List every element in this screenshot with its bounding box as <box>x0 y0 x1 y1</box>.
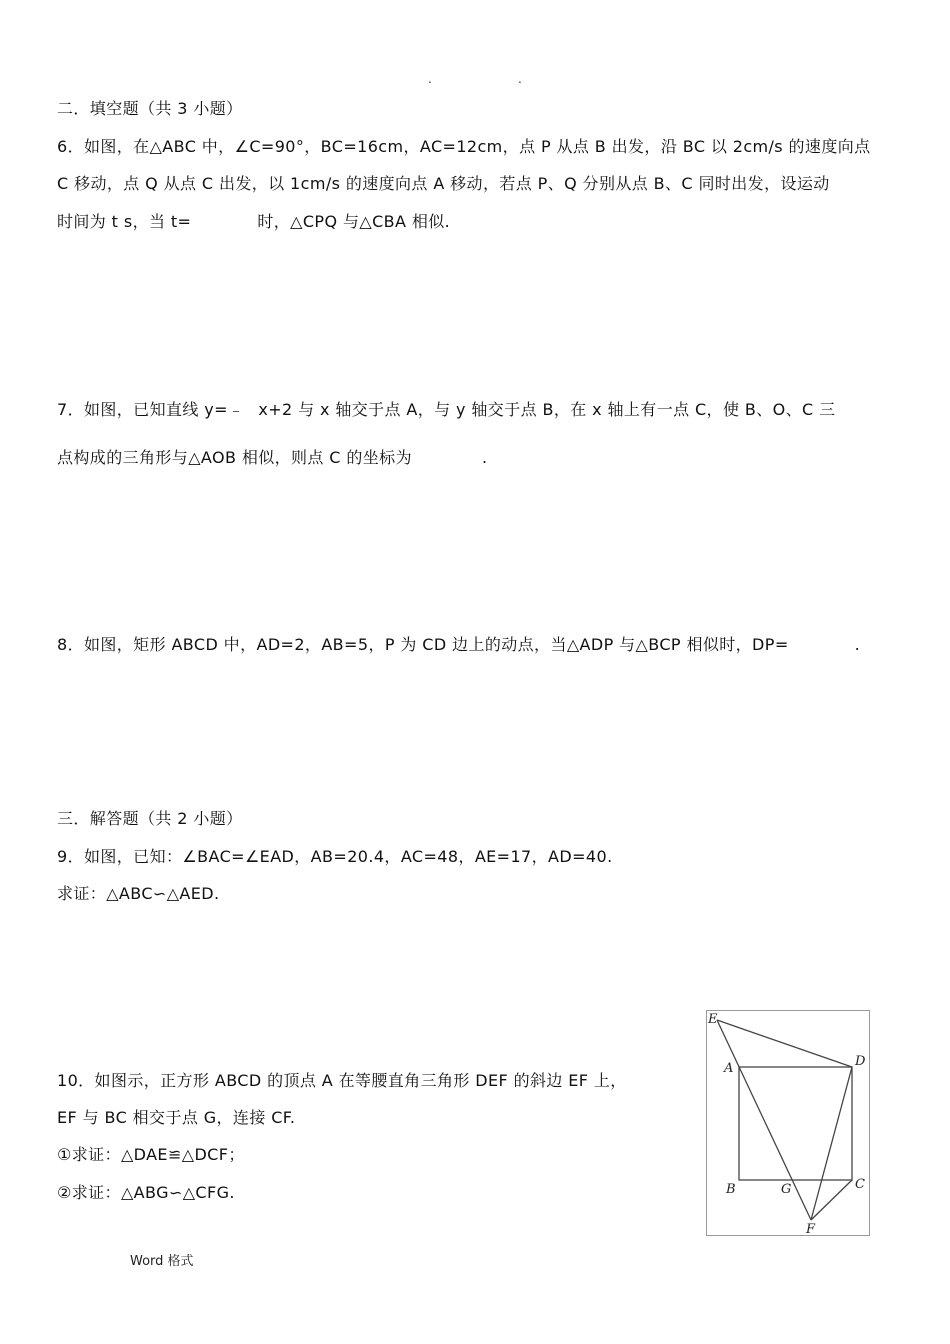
label-a: A <box>724 1061 734 1076</box>
q6-line-3-start: 时间为 t s，当 t= <box>57 212 192 231</box>
q7-line-1-start: 7．如图，已知直线 y=﹣ <box>57 400 245 419</box>
q7-line-2-start: 点构成的三角形与△AOB 相似，则点 C 的坐标为 <box>57 448 412 467</box>
q10-geometry-figure <box>706 1010 870 1236</box>
label-f: F <box>806 1222 816 1235</box>
q7-line-1-end: x+2 与 x 轴交于点 A，与 y 轴交于点 B，在 x 轴上有一点 C，使 B、O、C 三 <box>258 400 836 419</box>
footer-text: Word 格式 <box>130 1254 194 1269</box>
q9-line-1: 9．如图，已知：∠BAC=∠EAD，AB=20.4，AC=48，AE=17，AD=40. <box>57 847 613 866</box>
q6-line-3-end: 时，△CPQ 与△CBA 相似. <box>257 212 451 231</box>
q7-line-2 <box>57 445 487 468</box>
label-b: B <box>726 1182 736 1197</box>
q10-line-4: ②求证：△ABG∽△CFG. <box>57 1183 235 1202</box>
label-e: E <box>708 1012 718 1027</box>
header-dot: . <box>428 72 432 86</box>
q6-line-3 <box>57 209 450 232</box>
q7-line-1 <box>57 397 835 420</box>
q7-line-2-end: . <box>481 448 488 467</box>
label-g: G <box>781 1182 792 1197</box>
section-3-title: 三．解答题（共 2 小题） <box>57 809 243 828</box>
q6-line-2: C 移动，点 Q 从点 C 出发，以 1cm/s 的速度向点 A 移动，若点 P、Q 分别从点 B、C 同时出发，设运动 <box>57 174 830 193</box>
q10-line-3: ①求证：△DAE≌△DCF； <box>57 1145 245 1164</box>
q8-line-1 <box>57 632 860 655</box>
segment-df <box>811 1067 852 1220</box>
segment-fc <box>811 1180 852 1220</box>
header-dot: . <box>518 72 522 86</box>
q8-line-1-end: . <box>854 635 861 654</box>
label-d: D <box>855 1054 866 1069</box>
label-c: C <box>855 1177 865 1192</box>
q10-line-1: 10．如图示，正方形 ABCD 的顶点 A 在等腰直角三角形 DEF 的斜边 EF 上， <box>57 1071 627 1090</box>
square-triangle-diagram <box>707 1011 869 1235</box>
q10-line-2: EF 与 BC 相交于点 G，连接 CF. <box>57 1108 296 1127</box>
section-2-title: 二．填空题（共 3 小题） <box>57 99 243 118</box>
segment-ed <box>717 1020 852 1067</box>
q9-line-2: 求证：△ABC∽△AED. <box>57 884 220 903</box>
q8-line-1-start: 8．如图，矩形 ABCD 中，AD=2，AB=5，P 为 CD 边上的动点，当△ADP 与△BCP 相似时，DP= <box>57 635 789 654</box>
q6-line-1: 6．如图，在△ABC 中，∠C=90°，BC=16cm，AC=12cm，点 P 从点 B 出发，沿 BC 以 2cm/s 的速度向点 <box>57 137 871 156</box>
square-abcd <box>739 1067 852 1180</box>
